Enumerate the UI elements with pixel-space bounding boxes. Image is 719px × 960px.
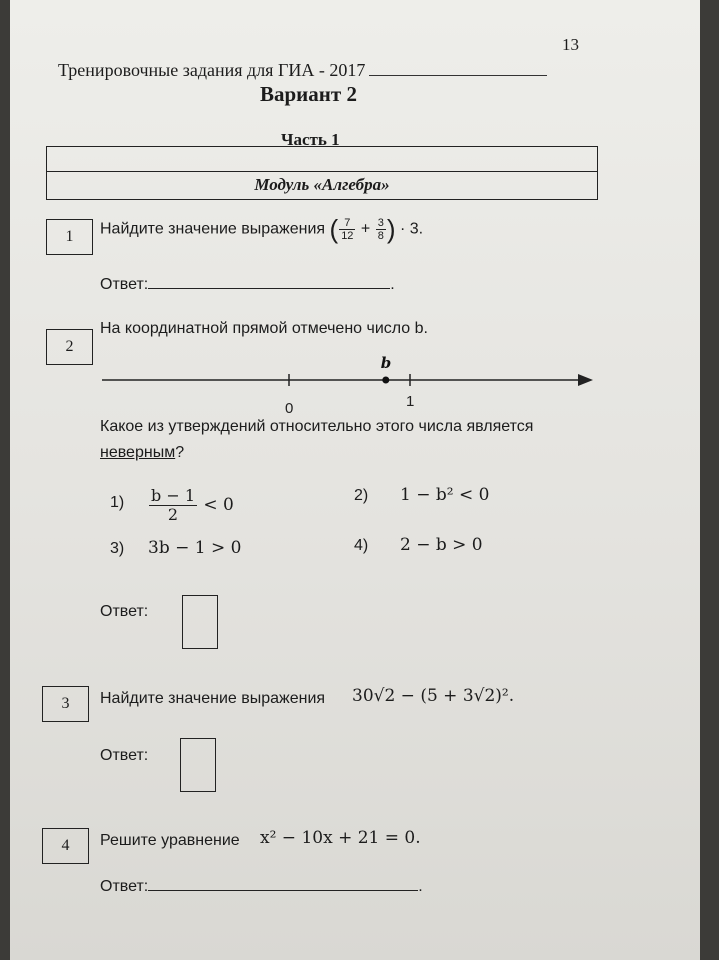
option-1-expression: $\frac{b - 1}{2}$ < 0: [151, 486, 234, 524]
question-text: Какое из утверждений относительно этого числа является: [100, 418, 534, 435]
task-4-answer-line[interactable]: [148, 890, 418, 891]
worksheet-page: [10, 0, 700, 960]
task-1-answer-line[interactable]: [148, 288, 390, 289]
option-3-expression: 3b − 1 > 0: [148, 538, 242, 558]
number-line-arrow: [578, 374, 593, 386]
header-title: Тренировочные задания для ГИА - 2017: [58, 60, 366, 80]
task-2-answer-label: Ответ:: [100, 603, 149, 620]
task-1-number: 1: [46, 219, 93, 255]
task-1-tail: · 3.: [399, 220, 424, 238]
tick-label-one: 1: [406, 393, 415, 410]
number-line: [96, 352, 606, 418]
plus-sign: +: [360, 220, 371, 238]
answer-label: Ответ:: [100, 276, 149, 293]
page-number: 13: [562, 35, 579, 54]
question-emphasis: неверным: [100, 444, 176, 461]
module-title: Модуль «Алгебра»: [47, 171, 597, 199]
task-3-number: 3: [42, 686, 89, 722]
task-2-answer-box[interactable]: [182, 595, 218, 649]
left-paren: (: [329, 214, 339, 244]
option-1-label: 1): [110, 494, 125, 511]
point-label-b: b: [380, 354, 392, 372]
option-4-expression: 2 − b > 0: [400, 535, 483, 555]
task-4-text: Решите уравнение: [100, 832, 240, 849]
task-4-expression: x² − 10x + 21 = 0.: [260, 828, 421, 848]
part-title: Часть 1: [281, 130, 340, 149]
header-rule: [369, 75, 547, 76]
module-box: [46, 146, 598, 200]
task-4-number: 4: [42, 828, 89, 864]
fraction-7-12: $\frac{7}{12}$: [341, 217, 354, 242]
option-2-label: 2): [354, 487, 369, 504]
task-2-text: На координатной прямой отмечено число b.: [100, 320, 428, 337]
task-1-answer: Ответ: .: [100, 276, 395, 293]
option-1-fraction: $\frac{b - 1}{2}$: [151, 486, 195, 524]
task-2-number: 2: [46, 329, 93, 365]
option-4-label: 4): [354, 537, 369, 554]
right-paren: ): [386, 214, 396, 244]
task-2-question: [100, 418, 533, 436]
option-3-label: 3): [110, 540, 125, 557]
task-2-question-line2: неверным?: [100, 444, 185, 461]
point-b: [382, 377, 389, 384]
task-3-answer-label: Ответ:: [100, 747, 149, 764]
task-1-statement: [100, 214, 423, 245]
variant-title: Вариант 2: [260, 82, 357, 106]
fraction-3-8: $\frac{3}{8}$: [377, 217, 384, 242]
answer-label: Ответ:: [100, 878, 149, 895]
task-3-answer-box[interactable]: [180, 738, 216, 792]
task-3-expression: 30√2 − (5 + 3√2)².: [352, 686, 515, 706]
task-3-text: Найдите значение выражения: [100, 690, 326, 707]
task-4-answer: Ответ: .: [100, 878, 423, 895]
tick-label-zero: 0: [285, 400, 294, 417]
option-2-expression: 1 − b² < 0: [400, 485, 490, 505]
page-header: [58, 60, 547, 81]
task-1-text: Найдите значение выражения: [100, 220, 326, 238]
